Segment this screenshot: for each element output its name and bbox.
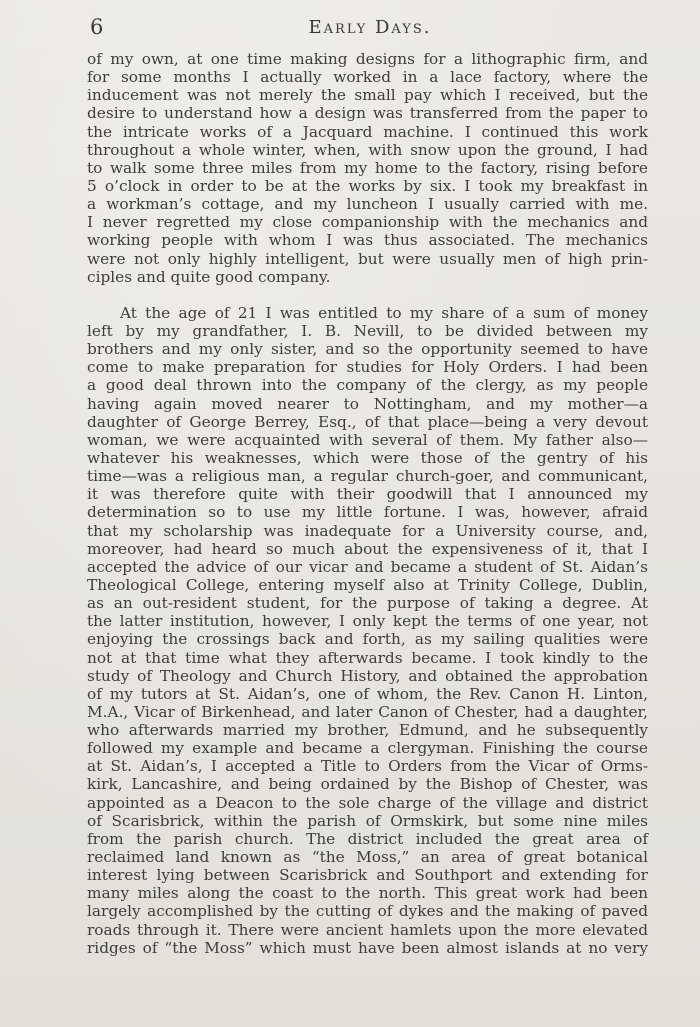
text-line: ridges of “the Moss” which must have been almost islands at no very bbox=[87, 938, 648, 957]
text-line: whatever his weaknesses, which were those of the gentry of his bbox=[87, 448, 648, 467]
text-line: desire to understand how a design was transferred from the paper to bbox=[87, 104, 648, 123]
text-line: reclaimed land known as “the Moss,” an area of great botanical bbox=[87, 848, 648, 867]
text-line: left by my grandfather, I. B. Nevill, to be divided between my bbox=[87, 321, 648, 340]
text-line: not at that time what they afterwards became. I took kindly to the bbox=[87, 648, 648, 667]
paragraph-2 bbox=[87, 304, 648, 957]
text-line: for some months I actually worked in a lace factory, where the bbox=[87, 68, 648, 87]
text-line: to walk some three miles from my home to the factory, rising before bbox=[87, 158, 648, 177]
text-line: who afterwards married my brother, Edmund, and he subsequently bbox=[87, 721, 648, 740]
text-line: moreover, had heard so much about the expensiveness of it, that I bbox=[87, 539, 648, 558]
text-line: throughout a whole winter, when, with snow upon the ground, I had bbox=[87, 140, 648, 159]
text-line: determination so to use my little fortune. I was, however, afraid bbox=[87, 503, 648, 522]
paragraph-1 bbox=[87, 50, 648, 286]
text-line: roads through it. There were ancient hamlets upon the more elevated bbox=[87, 920, 648, 939]
text-line: many miles along the coast to the north. This great work had been bbox=[87, 884, 648, 903]
text-line: Theological College, entering myself also at Trinity College, Dublin, bbox=[87, 575, 648, 594]
text-line: largely accomplished by the cutting of dykes and the making of paved bbox=[87, 902, 648, 921]
text-line: I never regretted my close companionship with the mechanics and bbox=[87, 213, 648, 232]
text-line: 5 o’clock in order to be at the works by six. I took my breakfast in bbox=[87, 176, 648, 195]
body-text bbox=[87, 50, 648, 957]
text-line: time—was a religious man, a regular church-goer, and communicant, bbox=[87, 467, 648, 486]
text-line: interest lying between Scarisbrick and Southport and extending for bbox=[87, 866, 648, 885]
text-line: of my own, at one time making designs for a lithographic firm, and bbox=[87, 50, 648, 68]
text-line: woman, we were acquainted with several of them. My father also— bbox=[87, 430, 648, 449]
running-head bbox=[90, 14, 650, 44]
text-line: that my scholarship was inadequate for a University course, and, bbox=[87, 521, 648, 540]
text-line: the latter institution, however, I only kept the terms of one year, not bbox=[87, 612, 648, 631]
text-line: daughter of George Berrey, Esq., of that place—being a very devout bbox=[87, 412, 648, 431]
page-number: 6 bbox=[90, 15, 104, 39]
text-line: as an out-resident student, for the purpose of taking a degree. At bbox=[87, 594, 648, 613]
text-line: of Scarisbrick, within the parish of Ormskirk, but some nine miles bbox=[87, 811, 648, 830]
text-line: a good deal thrown into the company of the clergy, as my people bbox=[87, 376, 648, 395]
text-line: were not only highly intelligent, but were usually men of high prin- bbox=[87, 249, 648, 268]
text-line: having again moved nearer to Nottingham, and my mother—a bbox=[87, 394, 648, 413]
text-line: at St. Aidan’s, I accepted a Title to Orders from the Vicar of Orms- bbox=[87, 757, 648, 776]
text-line: accepted the advice of our vicar and became a student of St. Aidan’s bbox=[87, 557, 648, 576]
text-line: come to make preparation for studies for Holy Orders. I had been bbox=[87, 358, 648, 377]
text-line: a workman’s cottage, and my luncheon I usually carried with me. bbox=[87, 195, 648, 214]
text-line: enjoying the crossings back and forth, as my sailing qualities were bbox=[87, 630, 648, 649]
text-line: study of Theology and Church History, and obtained the approbation bbox=[87, 666, 648, 685]
text-line: from the parish church. The district included the great area of bbox=[87, 829, 648, 848]
text-line: brothers and my only sister, and so the opportunity seemed to have bbox=[87, 340, 648, 359]
text-line: working people with whom I was thus associated. The mechanics bbox=[87, 231, 648, 250]
text-line: ciples and quite good company. bbox=[87, 267, 331, 286]
text-line: inducement was not merely the small pay which I received, but the bbox=[87, 86, 648, 105]
running-title: Early Days. bbox=[308, 17, 432, 38]
paragraph-gap bbox=[87, 286, 648, 304]
text-line: the intricate works of a Jacquard machine. I continued this work bbox=[87, 122, 648, 141]
text-line: At the age of 21 I was entitled to my share of a sum of money bbox=[120, 303, 648, 322]
text-line: kirk, Lancashire, and being ordained by the Bishop of Chester, was bbox=[87, 775, 648, 794]
text-line: it was therefore quite with their goodwill that I announced my bbox=[87, 485, 648, 504]
text-line: M.A., Vicar of Birkenhead, and later Canon of Chester, had a daughter, bbox=[87, 702, 648, 721]
text-line: appointed as a Deacon to the sole charge of the village and district bbox=[87, 793, 648, 812]
text-line: followed my example and became a clergyman. Finishing the course bbox=[87, 739, 648, 758]
text-line: of my tutors at St. Aidan’s, one of whom, the Rev. Canon H. Linton, bbox=[87, 684, 648, 703]
